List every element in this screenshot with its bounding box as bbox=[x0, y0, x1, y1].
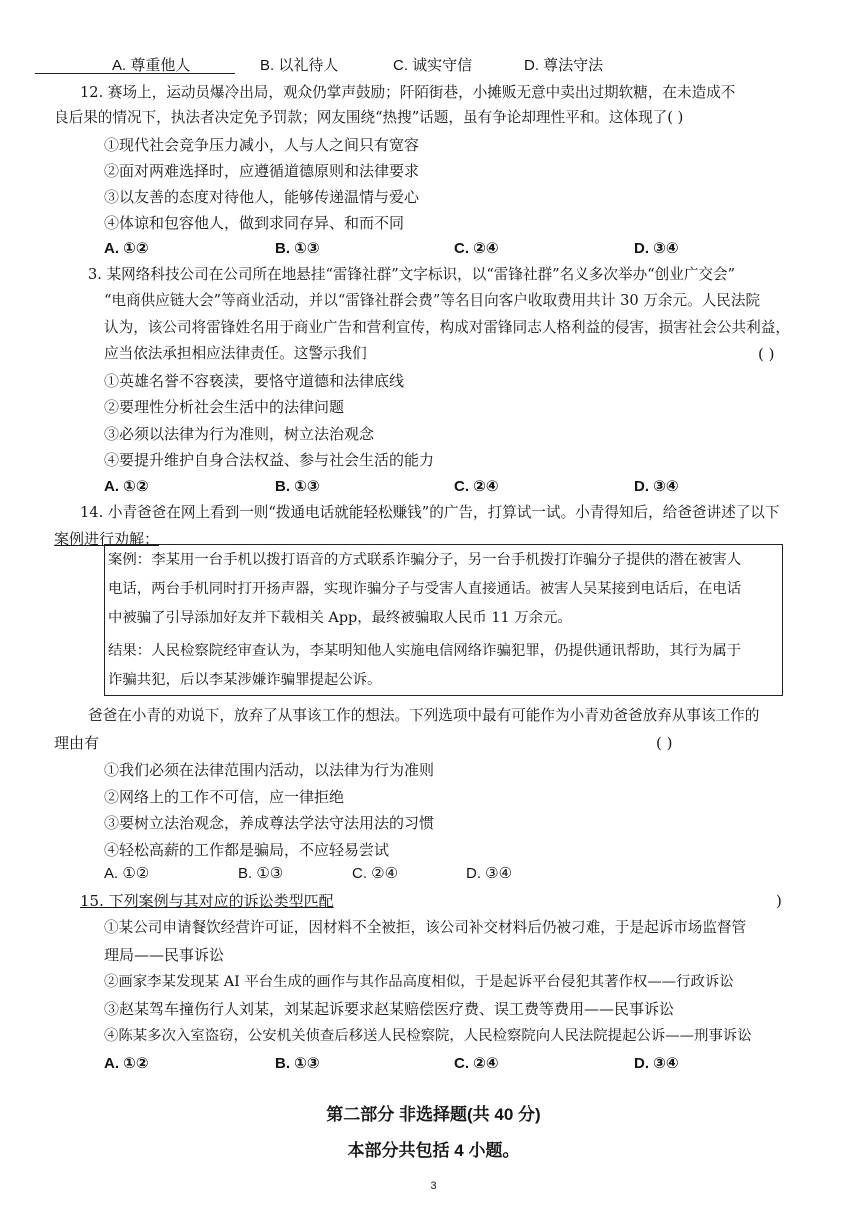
q13-answer-bracket: ( ) bbox=[758, 345, 775, 363]
q15-item-1: ①某公司申请餐饮经营许可证，因材料不全被拒，该公司补交材料后仍被刁难，于是起诉市场监督管 bbox=[104, 919, 747, 936]
q13-item-2: ②要理性分析社会生活中的法律问题 bbox=[104, 398, 345, 416]
q14-option-d: D. ③④ bbox=[466, 865, 513, 882]
case-line-3: 中被骗了引导添加好友并下载相关 App，最终被骗取人民币 11 万余元。 bbox=[108, 610, 572, 626]
q13-item-4: ④要提升维护自身合法权益、参与社会生活的能力 bbox=[104, 451, 435, 469]
result-line-1: 结果：人民检察院经审查认为，李某明知他人实施电信网络诈骗犯罪，仍提供通讯帮助，其行为属于 bbox=[108, 643, 742, 659]
q13-item-3: ③必须以法律为行为准则，树立法治观念 bbox=[104, 425, 375, 443]
q14-item-3: ③要树立法治观念，养成尊法学法守法用法的习惯 bbox=[104, 814, 435, 832]
page-number: 3 bbox=[430, 1180, 437, 1192]
q12-option-b: B. ①③ bbox=[275, 240, 320, 257]
q14-item-4: ④轻松高薪的工作都是骗局，不应轻易尝试 bbox=[104, 841, 390, 859]
q13-option-b: B. ①③ bbox=[275, 478, 320, 495]
q12-stem-line-1: 12. 赛场上，运动员爆冷出局，观众仍掌声鼓励；阡陌街巷，小摊贩无意中卖出过期软糖，在未造成不 bbox=[80, 84, 736, 101]
q13-stem-line-4: 应当依法承担相应法律责任。这警示我们 bbox=[104, 345, 367, 362]
q14-option-a: A. ①② bbox=[104, 865, 150, 882]
q14-after-line-1: 爸爸在小青的劝说下，放弃了从事该工作的想法。下列选项中最有可能作为小青劝爸爸放弃从事该工作的 bbox=[88, 707, 760, 724]
q12-item-3: ③以友善的态度对待他人，能够传递温情与爱心 bbox=[104, 188, 420, 206]
q11-option-b: B. 以礼待人 bbox=[260, 57, 339, 74]
q13-item-1: ①英雄名誉不容亵渎，要恪守道德和法律底线 bbox=[104, 372, 405, 390]
q15-item-1-cont: 理局——民事诉讼 bbox=[104, 946, 225, 964]
q12-option-a: A. ①② bbox=[104, 240, 149, 257]
q14-option-b: B. ①③ bbox=[238, 865, 284, 882]
case-line-2: 电话，两台手机同时打开扬声器，实现诈骗分子与受害人直接通话。被害人吴某接到电话后，在电话 bbox=[108, 581, 742, 597]
case-line-1: 案例：李某用一台手机以拨打语音的方式联系诈骗分子，另一台手机拨打诈骗分子提供的潜在被害人 bbox=[108, 552, 742, 568]
q15-item-2: ②画家李某发现某 AI 平台生成的画作与其作品高度相似，于是起诉平台侵犯其著作权——行政诉讼 bbox=[104, 974, 734, 990]
q14-item-2: ②网络上的工作不可信，应一律拒绝 bbox=[104, 788, 345, 806]
q11-option-d: D. 尊法守法 bbox=[524, 57, 604, 74]
q15-stem: 15. 下列案例与其对应的诉讼类型匹配 bbox=[80, 892, 334, 910]
part2-title: 第二部分 非选择题(共 40 分) bbox=[326, 1105, 541, 1124]
q14-item-1: ①我们必须在法律范围内活动，以法律为行为准则 bbox=[104, 761, 435, 779]
q12-option-c: C. ②④ bbox=[454, 240, 499, 257]
q15-option-d: D. ③④ bbox=[634, 1055, 679, 1072]
q15-answer-bracket: ) bbox=[776, 892, 782, 910]
q14-option-c: C. ②④ bbox=[352, 865, 399, 882]
q15-option-c: C. ②④ bbox=[454, 1055, 499, 1072]
q12-item-4: ④体谅和包容他人，做到求同存异、和而不同 bbox=[104, 214, 405, 232]
part2-subtitle: 本部分共包括 4 小题。 bbox=[347, 1141, 520, 1160]
q15-option-b: B. ①③ bbox=[275, 1055, 320, 1072]
q13-stem-line-3: 认为，该公司将雷锋姓名用于商业广告和营利宣传，构成对雷锋同志人格利益的侵害，损害社会公共利益， bbox=[104, 319, 790, 336]
q15-item-4: ④陈某多次入室盗窃，公安机关侦查后移送人民检察院，人民检察院向人民法院提起公诉——刑事诉讼 bbox=[104, 1028, 752, 1044]
q14-stem-line-1: 14. 小青爸爸在网上看到一则“拨通电话就能轻松赚钱”的广告，打算试一试。小青得知后，给爸爸讲述了以下 bbox=[80, 504, 780, 521]
q11-option-a: A. 尊重他人 bbox=[112, 57, 191, 74]
q13-option-c: C. ②④ bbox=[454, 478, 499, 495]
q12-item-2: ②面对两难选择时，应遵循道德原则和法律要求 bbox=[104, 162, 420, 180]
q15-item-3: ③赵某驾车撞伤行人刘某，刘某起诉要求赵某赔偿医疗费、误工费等费用——民事诉讼 bbox=[104, 1000, 675, 1018]
q15-option-a: A. ①② bbox=[104, 1055, 149, 1072]
result-line-2: 诈骗共犯，后以李某涉嫌诈骗罪提起公诉。 bbox=[108, 672, 382, 688]
q13-option-a: A. ①② bbox=[104, 478, 149, 495]
q14-answer-bracket: ( ) bbox=[656, 734, 673, 752]
q11-option-c: C. 诚实守信 bbox=[393, 57, 473, 74]
q13-option-d: D. ③④ bbox=[634, 478, 679, 495]
q13-stem-line-2: “电商供应链大会”等商业活动，并以“雷锋社群会费”等名目向客户收取费用共计 30 万余元。人民法院 bbox=[104, 292, 761, 309]
q12-stem-line-2: 良后果的情况下，执法者决定免予罚款；网友围绕“热搜”话题，虽有争论却理性平和。这体现了( ) bbox=[54, 109, 684, 126]
q13-stem-line-1: 3. 某网络科技公司在公司所在地悬挂“雷锋社群”文字标识，以“雷锋社群”名义多次举办“创业广交会” bbox=[88, 266, 736, 283]
q12-option-d: D. ③④ bbox=[634, 240, 679, 257]
q14-after-line-2: 理由有 bbox=[54, 734, 100, 752]
q12-item-1: ①现代社会竞争压力减小，人与人之间只有宽容 bbox=[104, 136, 420, 154]
q14-stem-line-2: 案例进行劝解： bbox=[54, 530, 160, 548]
